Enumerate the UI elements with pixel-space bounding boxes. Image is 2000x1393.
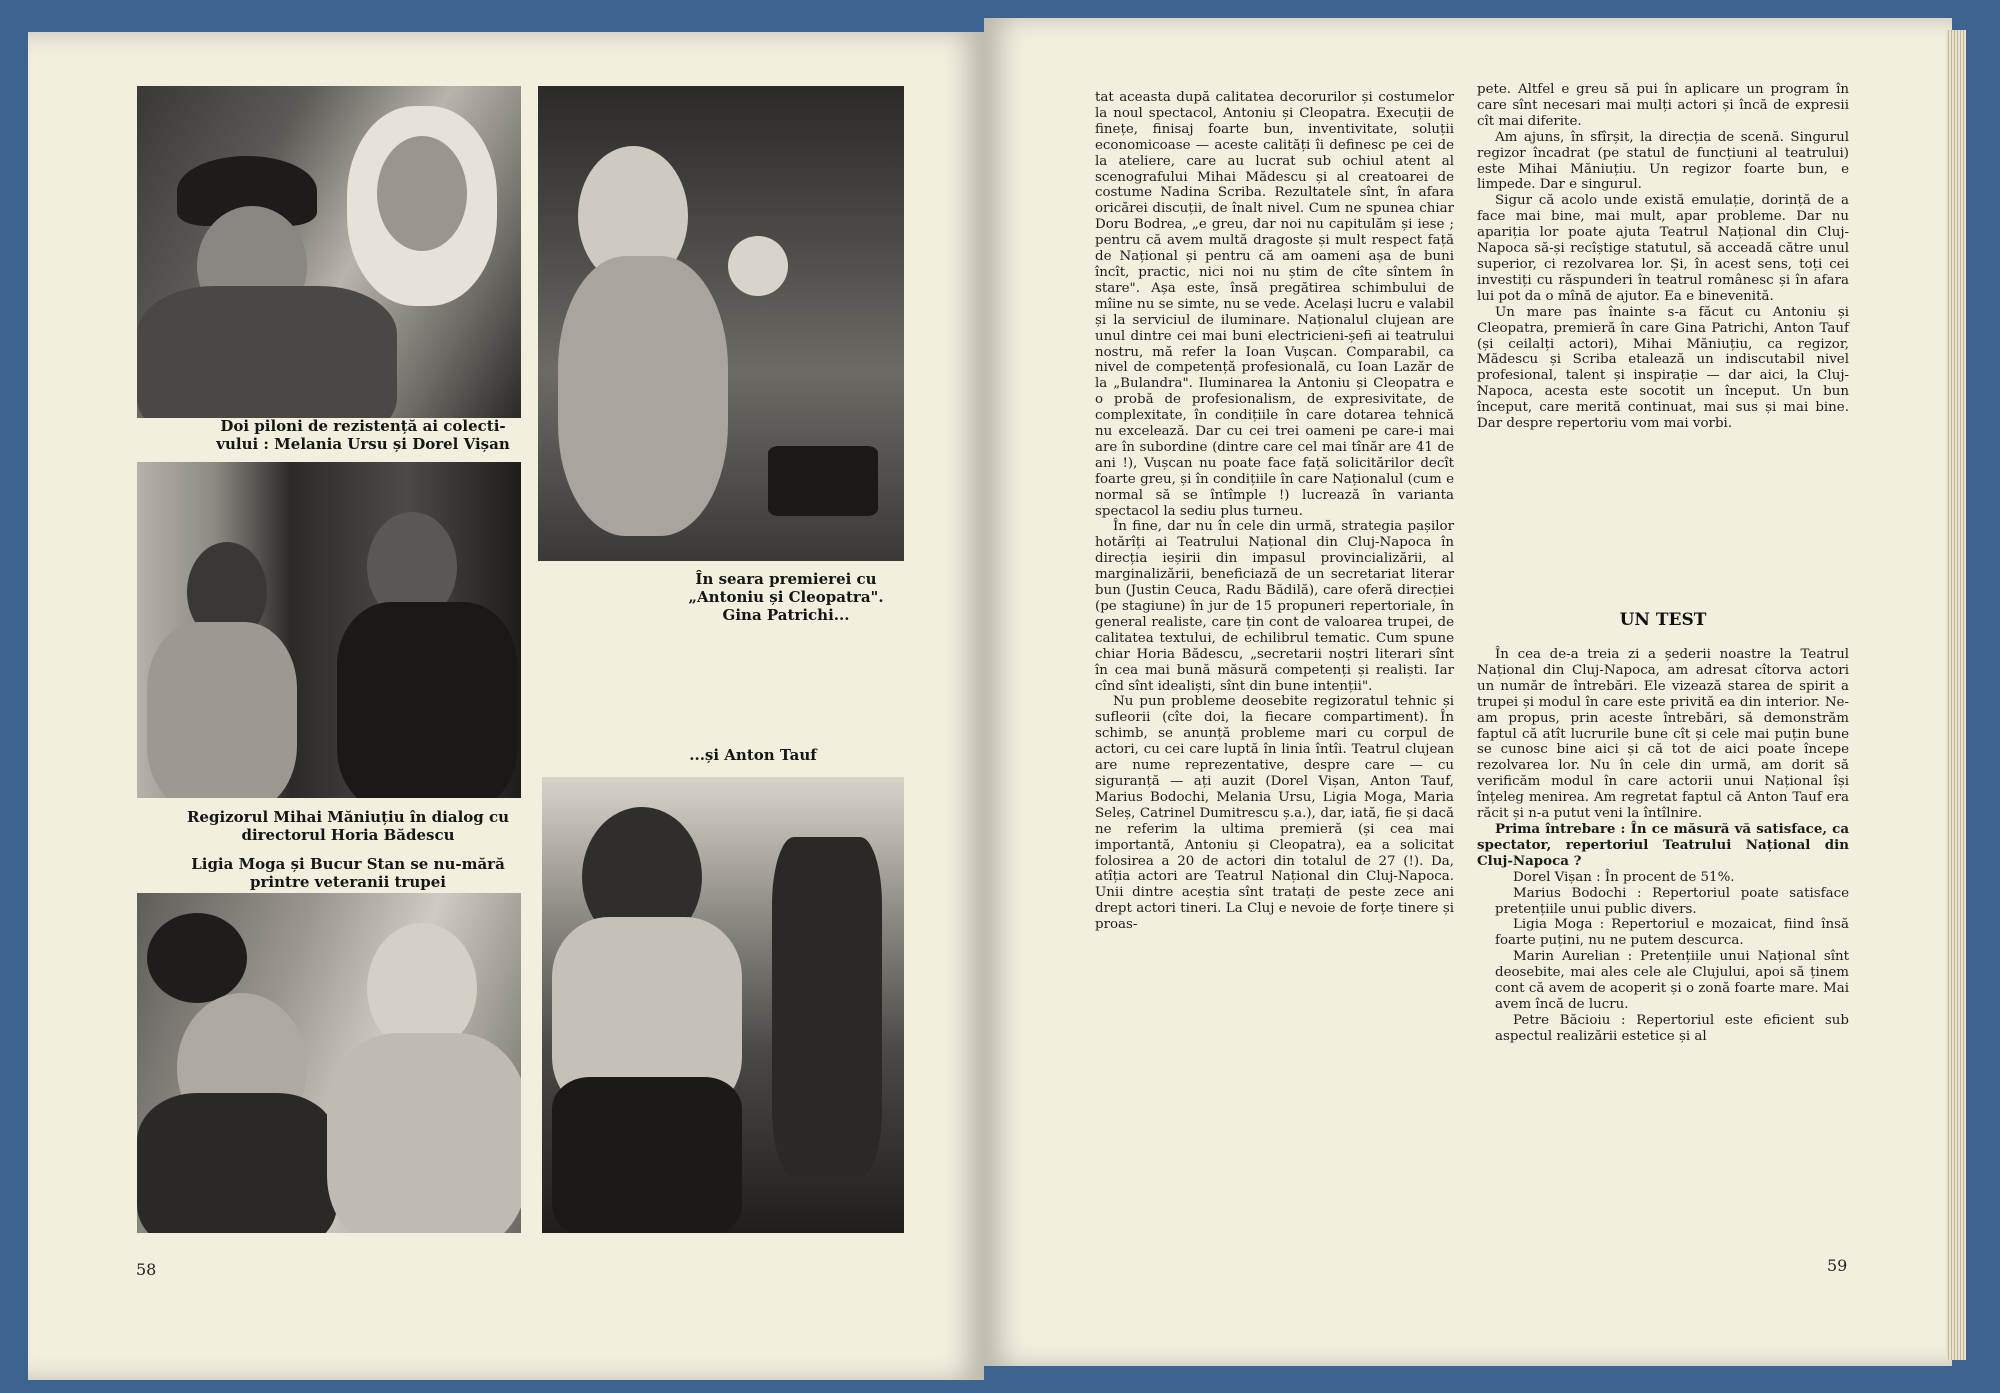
text-column-2b — [1477, 647, 1849, 1045]
answer-item: Dorel Vișan : În procent de 51%. — [1513, 869, 1735, 885]
right-page — [984, 18, 1952, 1366]
col2-paragraph: Sigur că acolo unde există emulație, dorință de a face mai bine, mai mult, apar probleme. Dar nu apariția lor poate ajuta Teatrul Național din Cluj-Napoca să-și recîștige statutul, să acceadă către unul superior, ci rezolvarea lor. Și, în acest sens, toți cei investiți cu răspunderi în teatrul românesc și în afara lui pot da o mînă de ajutor. Ea e binevenită. — [1477, 193, 1849, 304]
col2-paragraph: Un mare pas înainte s-a făcut cu Antoniu și Cleopatra, premieră în care Gina Patrichi, Anton Tauf (și ceilalți actori), Mihai Măniuțiu, ca regizor, Mădescu și Scriba etalează un indiscutabil nivel profesional, talent și inspirație — dar aici, la Cluj-Napoca, acesta este socotit un început. Un bun început, care merită continuat, mai sus și mai bine. Dar despre repertoriu vom mai vorbi. — [1477, 304, 1849, 432]
answer-item: Petre Băcioiu : Repertoriul este eficient sub aspectul realizării estetice și al — [1495, 1012, 1849, 1044]
col2b-paragraph: În cea de-a treia zi a șederii noastre la Teatrul Național din Cluj-Napoca, am adresat cîtorva actori un număr de întrebări. Ele vizează starea de spirit a trupei și modul în care este privită ea din interior. Ne-am propus, prin aceste întrebări, să demonstrăm faptul că atît lucrurile bune cît și cele mai puțin bune se cunosc bine aici și că tot de aici poate începe rezolvarea lor. Nu în cele din urmă, am dorit să verificăm modul în care actorii unui Național își înțeleg menirea. Am regretat faptul că Anton Tauf era răcit și n-a putut veni la întîlnire. — [1477, 647, 1849, 822]
answer-item: Marin Aurelian : Pretențiile unui Național sînt deosebite, mai ales cele ale Clujului, apoi să ținem cont că avem de acoperit și o zonă foarte mare. Mai avem încă de lucru. — [1495, 949, 1849, 1012]
photo-melania-ursu-dorel-visan — [137, 86, 521, 418]
photo-ligia-moga-bucur-stan — [137, 893, 521, 1233]
left-page — [28, 32, 984, 1380]
page-edges — [1946, 30, 1966, 1360]
answer-item: Ligia Moga : Repertoriul e mozaicat, fiind însă foarte puțini, nu ne putem descurca. — [1495, 917, 1849, 949]
col1-paragraph: Nu pun probleme deosebite regizoratul tehnic și sufleorii (cîte doi, la fiecare compartiment). În schimb, se anunță probleme mari cu corpul de actori, cu cei care luptă în linia întîi. Teatrul clujean are nume reprezentative, despre care — cu siguranță — ați auzit (Dorel Vișan, Anton Tauf, Marius Bodochi, Melania Ursu, Ligia Moga, Maria Seleș, Catrinel Dumitrescu ș.a.), dar, iată, fie și dacă ne referim la ultima premieră (și cea mai importantă, Antoniu și Cleopatra), ea a solicitat folosirea a 20 de actori din totalul de 27 (!). Da, atîția actori are Teatrul Național din Cluj-Napoca. Unii dintre aceștia sînt tratați de peste zece ani drept actori tineri. La Cluj e nevoie de forțe tinere și proas- — [1095, 694, 1454, 933]
photo-gina-patrichi — [538, 86, 904, 561]
col2-paragraph: Am ajuns, în sfîrșit, la direcția de scenă. Singurul regizor încadrat (pe statul de funcțiuni al teatrului) este Mihai Măniuțiu. Un regizor foarte bun, e limpede. Dar e singurul. — [1477, 129, 1849, 193]
answer-item: Marius Bodochi : Repertoriul poate satisface pretențiile unui public divers. — [1495, 885, 1849, 917]
page-number-right: 59 — [1827, 1256, 1848, 1275]
col1-paragraph: În fine, dar nu în cele din urmă, strategia pașilor hotărîți ai Teatrului Național din Cluj-Napoca în direcția ieșirii din impasul provincializării, al marginalizării, beneficiază de un secretariat literar bun (Justin Ceuca, Radu Bădilă), care oferă direcției (pe stagiune) în jur de 15 propuneri repertoriale, în general realiste, care țin cont de valoarea trupei, de calitatea textului, de echilibrul tematic. Cum spune chiar Horia Bădescu, „secretarii noștri literari sînt în cea mai bună măsură competenți și realiști. Iar cînd sînt idealiști, sînt din bune intenții". — [1095, 519, 1454, 694]
photo-maniutiu-badescu — [137, 462, 521, 798]
section-heading: UN TEST — [1619, 610, 1707, 630]
question-text: Prima întrebare : În ce măsură vă satisface, ca spectator, repertoriul Teatrului Național din Cluj-Napoca ? — [1477, 820, 1849, 869]
page-number-left: 58 — [136, 1260, 157, 1279]
caption-photo2: În seara premierei cu „Antoniu și Cleopatra". Gina Patrichi... — [688, 570, 884, 624]
caption-photo5: Ligia Moga și Bucur Stan se nu-mără printre veteranii trupei — [191, 855, 505, 891]
photo-anton-tauf — [542, 777, 904, 1233]
caption-photo1: Doi piloni de rezistență ai colecti-vului : Melania Ursu și Dorel Vișan — [216, 417, 510, 453]
text-column-1 — [1095, 90, 1454, 933]
col1-paragraph: tat aceasta după calitatea decorurilor și costumelor la noul spectacol, Antoniu și Cleopatra. Execuții de finețe, finisaj foarte bun, inventivitate, soluții economicoase — aceste calități îi definesc pe cei de la ateliere, care au lucrat sub ochiul atent al scenografului Mihai Mădescu și al creatoarei de costume Nadina Scriba. Rezultatele sînt, în afara oricărei discuții, de înalt nivel. Cum ne spunea chiar Doru Bodrea, „e greu, dar noi nu capitulăm și iese ; pentru că avem multă dragoste și mult respect față de Național și pentru că am oameni așa de buni încît, practic, nici noi nu știm de cîte sîntem în stare". Așa este, însă pregătirea schimbului de mîine nu se simte, nu se vede. Același lucru e valabil și la serviciul de iluminare. Naționalul clujean are unul dintre cei mai buni electricieni-șefi ai teatrului nostru, mă refer la Ioan Vușcan. Comparabil, ca nivel de competență profesională, cu Ioan Lazăr de la „Bulandra". Iluminarea la Antoniu și Cleopatra e o probă de profesionalism, de expresivitate, de complexitate, în condițiile în care dotarea tehnică nu excelează. Dar cu cei trei oameni pe care-i mai are în subordine (dintre care cel mai tînăr are 41 de ani !), Vușcan nu poate face față solicitărilor decît foarte greu, și în condițiile în care Naționalul (cum e normal să se întîmple !) lucrează în varianta spectacol la sediu plus turneu. — [1095, 90, 1454, 519]
caption-photo4: ...și Anton Tauf — [689, 746, 817, 764]
caption-photo3: Regizorul Mihai Măniuțiu în dialog cu directorul Horia Bădescu — [186, 808, 510, 844]
col2-paragraph: pete. Altfel e greu să pui în aplicare un program în care sînt necesari mai mulți actori și încă de expresii cît mai diferite. — [1477, 82, 1849, 129]
text-column-2 — [1477, 82, 1849, 432]
